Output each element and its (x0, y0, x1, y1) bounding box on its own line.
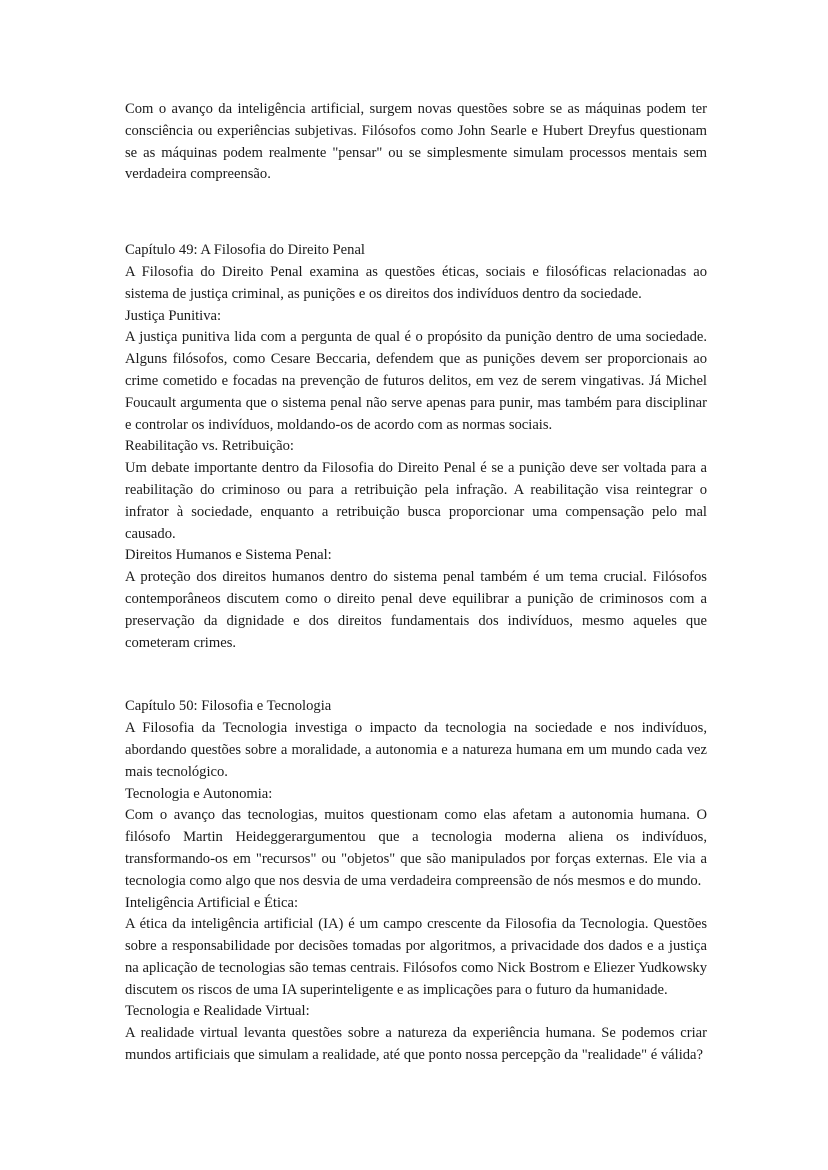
section-heading-tecnologia-autonomia: Tecnologia e Autonomia: (125, 785, 273, 802)
chapter-49-title: Capítulo 49: A Filosofia do Direito Penal (125, 242, 365, 259)
section-spacer (125, 654, 707, 696)
chapter-50 (125, 696, 707, 1067)
section-text-ia-etica: A ética da inteligência artificial (IA) é um campo crescente da Filosofia da Tecnologia. Questões sobre a responsabilidade por decisões tomadas por algoritmos, a privacidade dos dados e a justiça na aplicação de tecnologias são temas centrais. Filósofos como Nick Bostrom e Eliezer Yudkowsky discutem os riscos de uma IA superinteligente e as implicações para o futuro da humanidade. (125, 916, 707, 998)
intro-paragraph: Com o avanço da inteligência artificial, surgem novas questões sobre se as máquinas podem ter consciência ou experiências subjetivas. Filósofos como John Searle e Hubert Dreyfus questionam se as máquinas podem realmente "pensar" ou se simplesmente simulam processos mentais sem verdadeira compreensão. (125, 101, 707, 183)
chapter-50-title: Capítulo 50: Filosofia e Tecnologia (125, 698, 332, 715)
section-text-realidade-virtual: A realidade virtual levanta questões sobre a natureza da experiência humana. Se podemos criar mundos artificiais que simulam a realidade, até que ponto nossa percepção da "realidade" é válida? (125, 1025, 707, 1064)
section-heading-direitos-humanos: Direitos Humanos e Sistema Penal: (125, 547, 332, 564)
section-heading-justica-punitiva: Justiça Punitiva: (125, 307, 222, 324)
section-text-tecnologia-autonomia: Com o avanço das tecnologias, muitos questionam como elas afetam a autonomia humana. O filósofo Martin Heideggerargumentou que a tecnologia moderna aliena os indivíduos, transformando-os em "recursos" ou "objetos" que são manipulados por forças externas. Ele via a tecnologia como algo que nos desvia de uma verdadeira compreensão de nós mesmos e do mundo. (125, 807, 707, 889)
section-spacer (125, 186, 707, 240)
section-heading-reabilitacao: Reabilitação vs. Retribuição: (125, 438, 294, 455)
section-text-direitos-humanos: A proteção dos direitos humanos dentro do sistema penal também é um tema crucial. Filósofos contemporâneos discutem como o direito penal deve equilibrar a punição de criminosos com a preservação da dignidade e dos direitos fundamentais dos indivíduos, mesmo aqueles que cometeram crimes. (125, 569, 707, 651)
chapter-49 (125, 240, 707, 654)
section-heading-realidade-virtual: Tecnologia e Realidade Virtual: (125, 1003, 310, 1020)
chapter-50-intro: A Filosofia da Tecnologia investiga o impacto da tecnologia na sociedade e nos indivíduos, abordando questões sobre a moralidade, a autonomia e a natureza humana em um mundo cada vez mais tecnológico. (125, 720, 707, 780)
section-text-justica-punitiva: A justiça punitiva lida com a pergunta de qual é o propósito da punição dentro de uma sociedade. Alguns filósofos, como Cesare Beccaria, defendem que as punições devem ser proporcionais ao crime cometido e focadas na prevenção de futuros delitos, em vez de serem vingativas. Já Michel Foucault argumenta que o sistema penal não serve apenas para punir, mas também para disciplinar e controlar os indivíduos, moldando-os de acordo com as normas sociais. (125, 329, 707, 433)
document-page (125, 99, 707, 1067)
section-heading-ia-etica: Inteligência Artificial e Ética: (125, 894, 299, 911)
section-text-reabilitacao: Um debate importante dentro da Filosofia do Direito Penal é se a punição deve ser voltada para a reabilitação do criminoso ou para a retribuição pela infração. A reabilitação visa reintegrar o infrator à sociedade, enquanto a retribuição busca proporcionar uma compensação pelo mal causado. (125, 460, 707, 542)
chapter-49-intro: A Filosofia do Direito Penal examina as questões éticas, sociais e filosóficas relacionadas ao sistema de justiça criminal, as punições e os direitos dos indivíduos dentro da sociedade. (125, 263, 707, 302)
